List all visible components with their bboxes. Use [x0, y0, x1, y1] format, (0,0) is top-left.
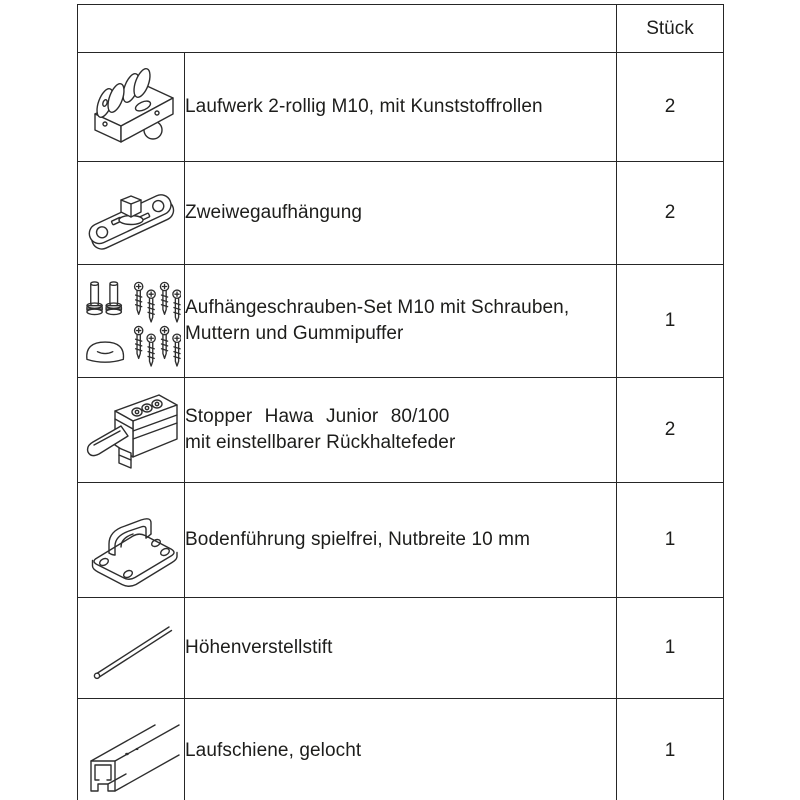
part-quantity-cell — [617, 598, 724, 699]
height-adjustment-pin-icon — [83, 604, 179, 692]
part-quantity-cell — [617, 162, 724, 265]
part-description-cell — [185, 699, 617, 800]
part-image-cell — [78, 53, 185, 162]
part-image-cell — [78, 483, 185, 598]
part-description-line: Höhenverstellstift — [185, 637, 333, 658]
part-description-cell — [185, 483, 617, 598]
part-quantity-cell — [617, 265, 724, 378]
part-image-cell — [78, 598, 185, 699]
header-qty-cell — [617, 5, 724, 53]
table-row — [78, 483, 724, 598]
part-quantity: 1 — [664, 310, 676, 331]
part-image-cell — [78, 378, 185, 483]
part-quantity-cell — [617, 483, 724, 598]
part-quantity: 2 — [664, 96, 676, 117]
floor-guide-icon — [83, 489, 179, 591]
table-row — [78, 598, 724, 699]
part-description-line: Bodenführung spielfrei, Nutbreite 10 mm — [185, 529, 531, 550]
roller-carriage-icon — [83, 60, 179, 154]
part-description-line: Aufhängeschrauben-Set M10 mit Schrauben, — [185, 297, 570, 318]
table-header-row — [78, 5, 724, 53]
part-quantity: 1 — [664, 740, 676, 761]
table-row — [78, 162, 724, 265]
part-quantity: 2 — [664, 419, 676, 440]
part-description-line: Laufwerk 2-rollig M10, mit Kunststoffrollen — [185, 96, 543, 117]
part-description-line: Muttern und Gummipuffer — [185, 323, 404, 344]
part-description-line: Laufschiene, gelocht — [185, 740, 362, 761]
part-description-cell — [185, 162, 617, 265]
part-description-cell — [185, 598, 617, 699]
table-row — [78, 265, 724, 378]
part-quantity-cell — [617, 53, 724, 162]
part-description-line: Stopper Hawa Junior 80/100 — [185, 406, 450, 427]
part-description-line: Zweiwegaufhängung — [185, 202, 363, 223]
part-quantity-cell — [617, 378, 724, 483]
part-image-cell — [78, 699, 185, 800]
part-description-cell — [185, 378, 617, 483]
suspension-screw-set-icon — [81, 275, 181, 367]
part-image-cell — [78, 162, 185, 265]
qty-column-header: Stück — [646, 17, 694, 39]
table-row — [78, 53, 724, 162]
part-image-cell — [78, 265, 185, 378]
part-description-cell — [185, 265, 617, 378]
part-description-cell — [185, 53, 617, 162]
part-description-line: mit einstellbarer Rückhaltefeder — [185, 432, 456, 453]
table-row — [78, 699, 724, 800]
part-quantity: 1 — [664, 529, 676, 550]
part-quantity: 1 — [664, 637, 676, 658]
track-rail-icon — [81, 705, 181, 797]
two-way-suspension-plate-icon — [83, 169, 179, 257]
stopper-icon — [83, 385, 179, 475]
parts-table — [77, 4, 724, 800]
header-empty-cell — [78, 5, 617, 53]
part-quantity: 2 — [664, 202, 676, 223]
table-row — [78, 378, 724, 483]
part-quantity-cell — [617, 699, 724, 800]
